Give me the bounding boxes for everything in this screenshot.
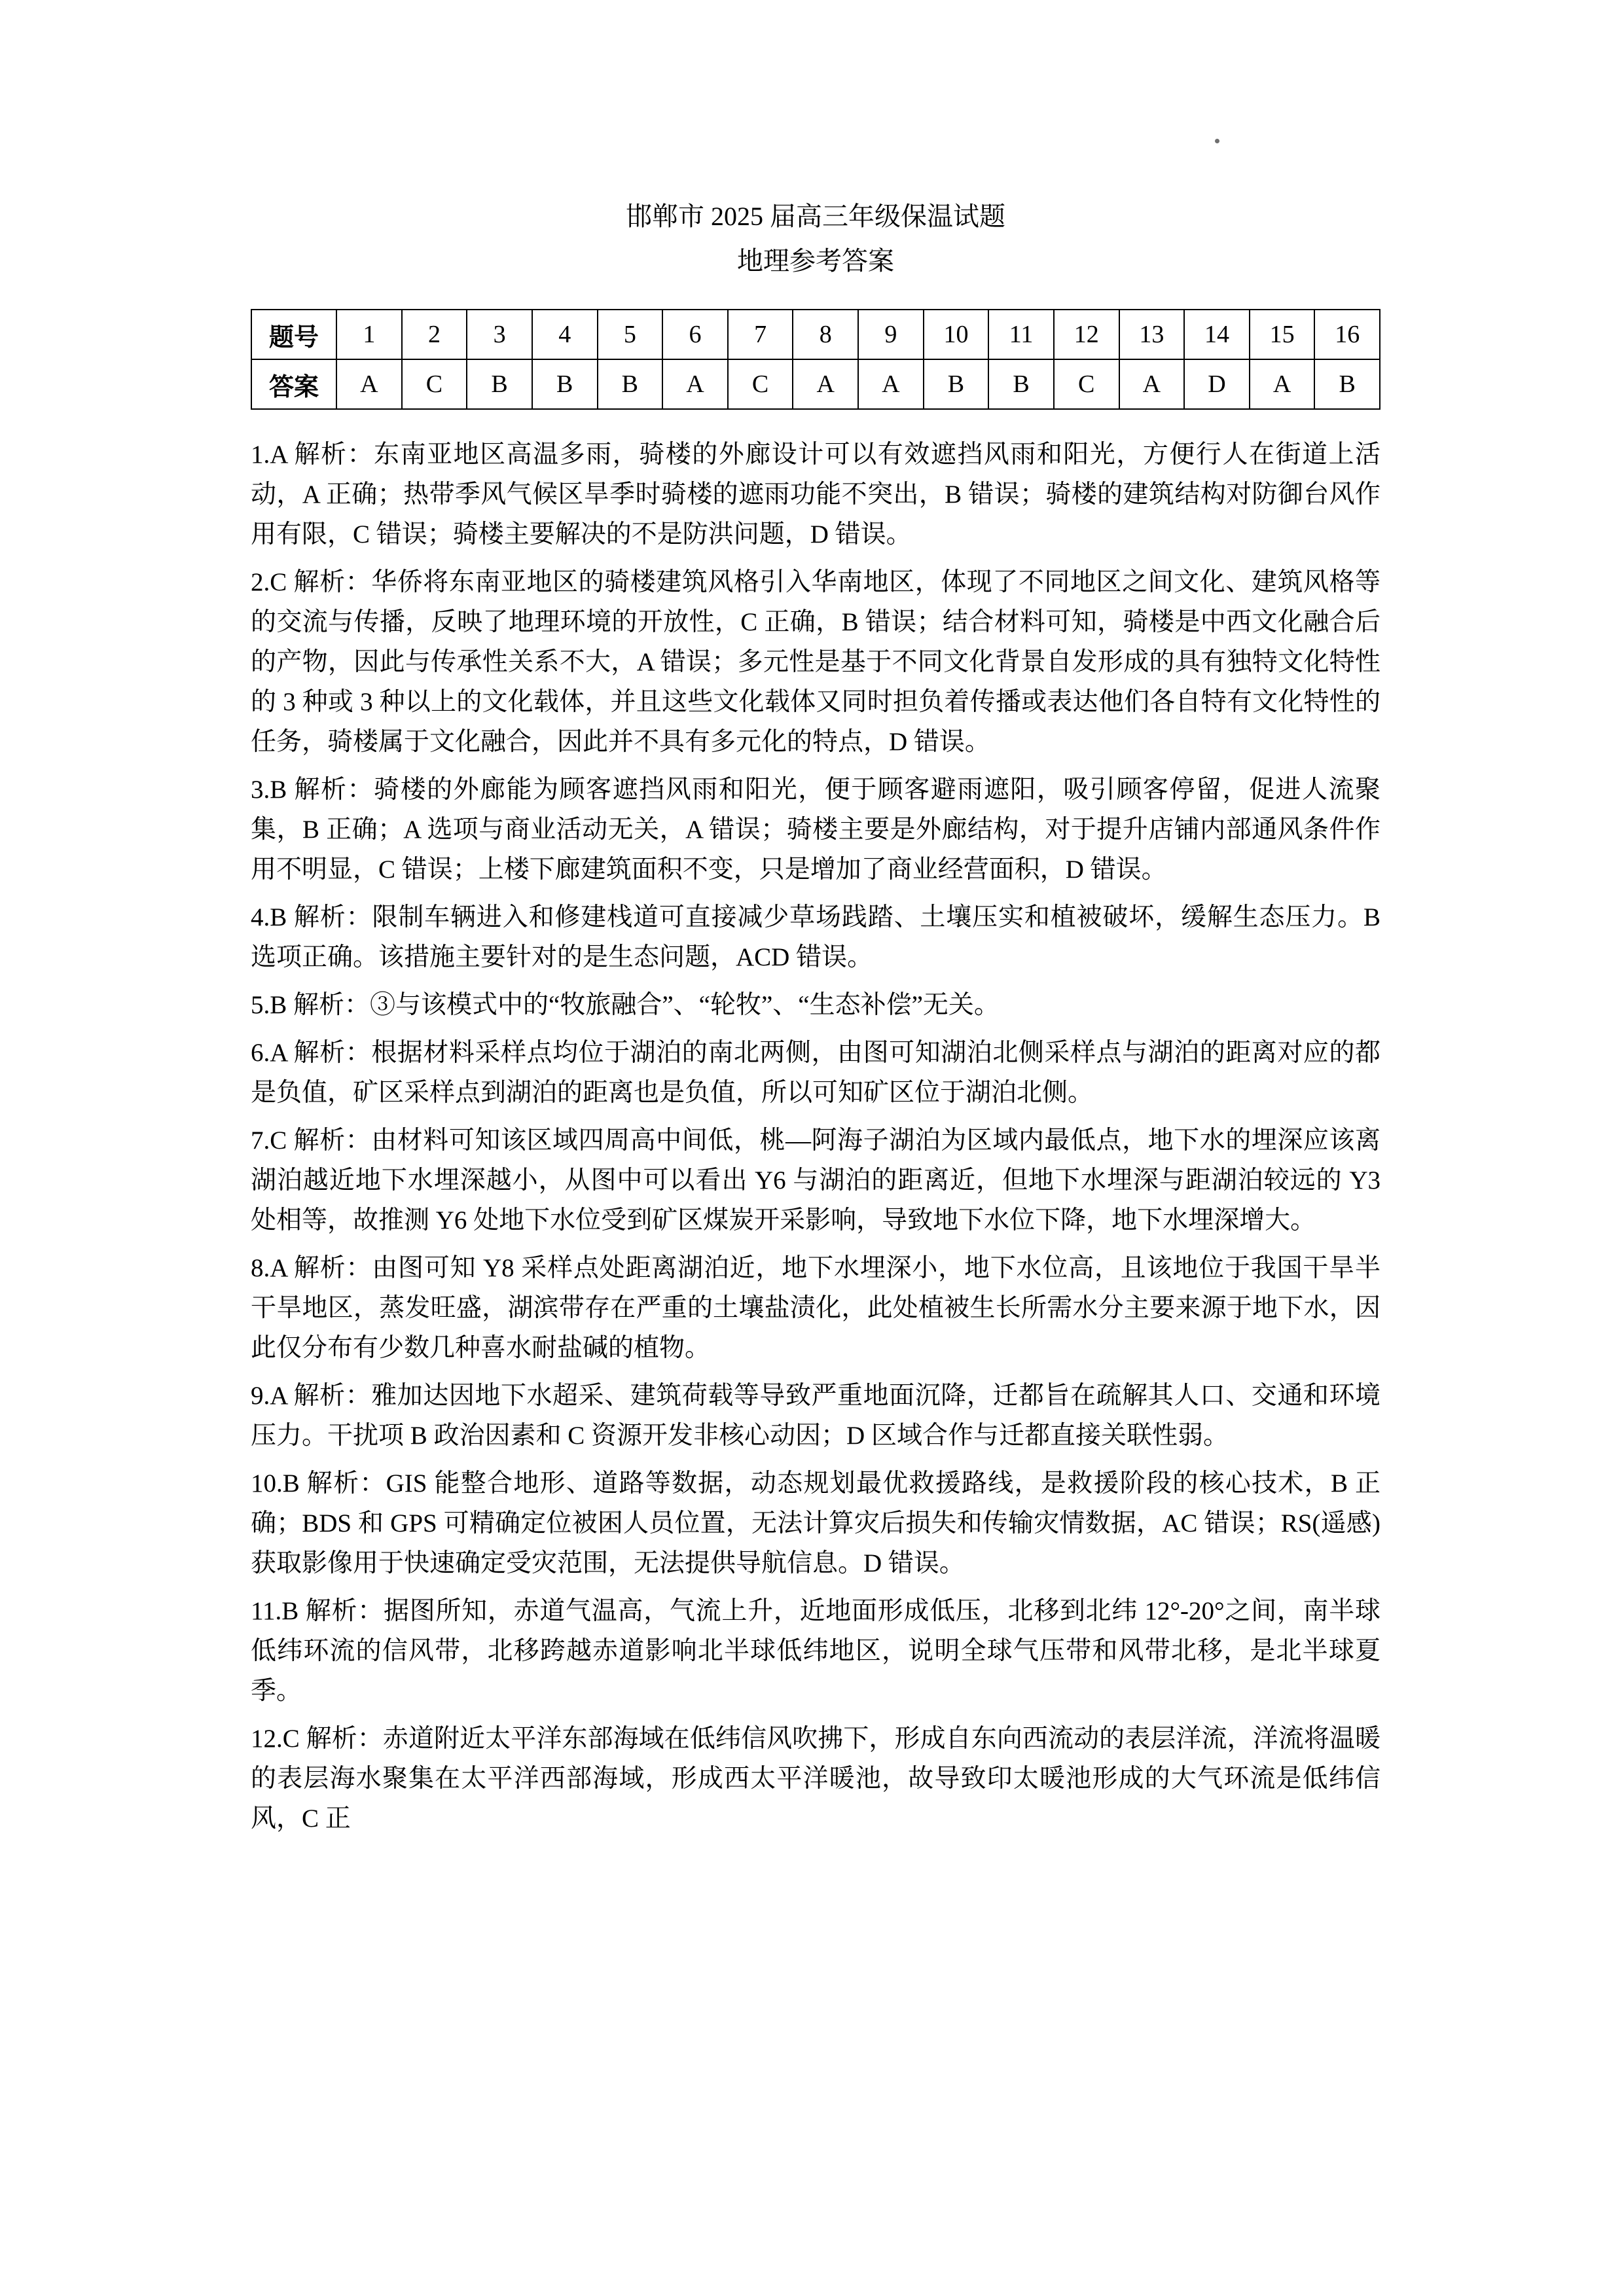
explanation-paragraph: 6.A 解析：根据材料采样点均位于湖泊的南北两侧，由图可知湖泊北侧采样点与湖泊的距离对应的都是负值，矿区采样点到湖泊的距离也是负值，所以可知矿区位于湖泊北侧。	[251, 1039, 1380, 1107]
question-number-cell: 16	[1314, 310, 1380, 359]
row-answers	[251, 359, 1380, 409]
answer-cell: A	[336, 359, 402, 409]
answer-cell: B	[532, 359, 598, 409]
answer-cell: B	[467, 359, 532, 409]
answer-cell: C	[1054, 359, 1119, 409]
explanation-paragraph: 3.B 解析：骑楼的外廊能为顾客遮挡风雨和阳光，便于顾客避雨遮阳，吸引顾客停留，促进人流聚集，B 正确；A 选项与商业活动无关，A 错误；骑楼主要是外廊结构，对于提升店铺内部通风条件作用不明显，C 错误；上楼下廊建筑面积不变，只是增加了商业经营面积，D 错误。	[251, 776, 1380, 884]
explanation-paragraph: 8.A 解析：由图可知 Y8 采样点处距离湖泊近，地下水埋深小，地下水位高，且该地位于我国干旱半干旱地区，蒸发旺盛，湖滨带存在严重的土壤盐渍化，此处植被生长所需水分主要来源于地下水，因此仅分布有少数几种喜水耐盐碱的植物。	[251, 1254, 1380, 1362]
answer-cell: B	[598, 359, 663, 409]
answer-cell: A	[858, 359, 924, 409]
question-number-cell: 7	[728, 310, 793, 359]
question-number-cell: 1	[336, 310, 402, 359]
question-number-cell: 9	[858, 310, 924, 359]
scan-speck	[1215, 139, 1219, 143]
row-question-numbers	[251, 310, 1380, 359]
answer-cell: B	[924, 359, 989, 409]
answer-cell: A	[1250, 359, 1315, 409]
explanation-paragraph: 7.C 解析：由材料可知该区域四周高中间低，桃—阿海子湖泊为区域内最低点，地下水的埋深应该离湖泊越近地下水埋深越小，从图中可以看出 Y6 与湖泊的距离近，但地下水埋深与距湖泊较远的 Y3 处相等，故推测 Y6 处地下水位受到矿区煤炭开采影响，导致地下水位下降，地下水埋深增大。	[251, 1126, 1380, 1234]
answer-cell: C	[402, 359, 467, 409]
question-number-cell: 4	[532, 310, 598, 359]
question-number-cell: 3	[467, 310, 532, 359]
question-number-cell: 5	[598, 310, 663, 359]
question-number-cell: 15	[1250, 310, 1315, 359]
explanation-paragraph: 9.A 解析：雅加达因地下水超采、建筑荷载等导致严重地面沉降，迁都旨在疏解其人口、交通和环境压力。干扰项 B 政治因素和 C 资源开发非核心动因；D 区域合作与迁都直接关联性弱。	[251, 1382, 1380, 1450]
question-number-cell: 6	[662, 310, 728, 359]
explanation-paragraph: 4.B 解析：限制车辆进入和修建栈道可直接减少草场践踏、土壤压实和植被破坏，缓解生态压力。B 选项正确。该措施主要针对的是生态问题，ACD 错误。	[251, 903, 1380, 971]
answer-cell: B	[988, 359, 1054, 409]
explanation-paragraph: 10.B 解析：GIS 能整合地形、道路等数据，动态规划最优救援路线，是救援阶段的核心技术，B 正确；BDS 和 GPS 可精确定位被困人员位置，无法计算灾后损失和传输灾情数据，AC 错误；RS(遥感)获取影像用于快速确定受灾范围，无法提供导航信息。D 错误。	[251, 1469, 1380, 1577]
answer-key-table	[251, 309, 1380, 410]
answer-cell: A	[662, 359, 728, 409]
explanation-paragraph: 11.B 解析：据图所知，赤道气温高，气流上升，近地面形成低压，北移到北纬 12°-20°之间，南半球低纬环流的信风带，北移跨越赤道影响北半球低纬地区，说明全球气压带和风带北移，是北半球夏季。	[251, 1597, 1380, 1705]
question-number-cell: 10	[924, 310, 989, 359]
explanations	[251, 435, 1380, 1839]
answer-cell: A	[1119, 359, 1185, 409]
question-number-row-label: 题号	[251, 310, 336, 359]
question-number-cell: 2	[402, 310, 467, 359]
page-subtitle: 地理参考答案	[737, 246, 894, 276]
question-number-cell: 12	[1054, 310, 1119, 359]
explanation-paragraph: 12.C 解析：赤道附近太平洋东部海域在低纬信风吹拂下，形成自东向西流动的表层洋流，洋流将温暖的表层海水聚集在太平洋西部海域，形成西太平洋暖池，故导致印太暖池形成的大气环流是低纬信风，C 正	[251, 1725, 1380, 1833]
question-number-cell: 11	[988, 310, 1054, 359]
answer-cell: B	[1314, 359, 1380, 409]
answer-cell: D	[1184, 359, 1250, 409]
answer-cell: C	[728, 359, 793, 409]
explanation-paragraph: 5.B 解析：③与该模式中的“牧旅融合”、“轮牧”、“生态补偿”无关。	[251, 991, 1000, 1019]
explanation-paragraph: 2.C 解析：华侨将东南亚地区的骑楼建筑风格引入华南地区，体现了不同地区之间文化、建筑风格等的交流与传播，反映了地理环境的开放性，C 正确，B 错误；结合材料可知，骑楼是中西文化融合后的产物，因此与传承性关系不大，A 错误；多元性是基于不同文化背景自发形成的具有独特文化特性的 3 种或 3 种以上的文化载体，并且这些文化载体又同时担负着传播或表达他们各自特有文化特性的任务，骑楼属于文化融合，因此并不具有多元化的特点，D 错误。	[251, 568, 1380, 756]
explanation-paragraph: 1.A 解析：东南亚地区高温多雨，骑楼的外廊设计可以有效遮挡风雨和阳光，方便行人在街道上活动，A 正确；热带季风气候区旱季时骑楼的遮雨功能不突出，B 错误；骑楼的建筑结构对防御台风作用有限，C 错误；骑楼主要解决的不是防洪问题，D 错误。	[251, 440, 1380, 548]
question-number-cell: 14	[1184, 310, 1250, 359]
question-number-cell: 8	[793, 310, 858, 359]
page-title: 邯郸市 2025 届高三年级保温试题	[626, 202, 1005, 231]
answer-row-label: 答案	[251, 359, 336, 409]
answer-cell: A	[793, 359, 858, 409]
question-number-cell: 13	[1119, 310, 1185, 359]
